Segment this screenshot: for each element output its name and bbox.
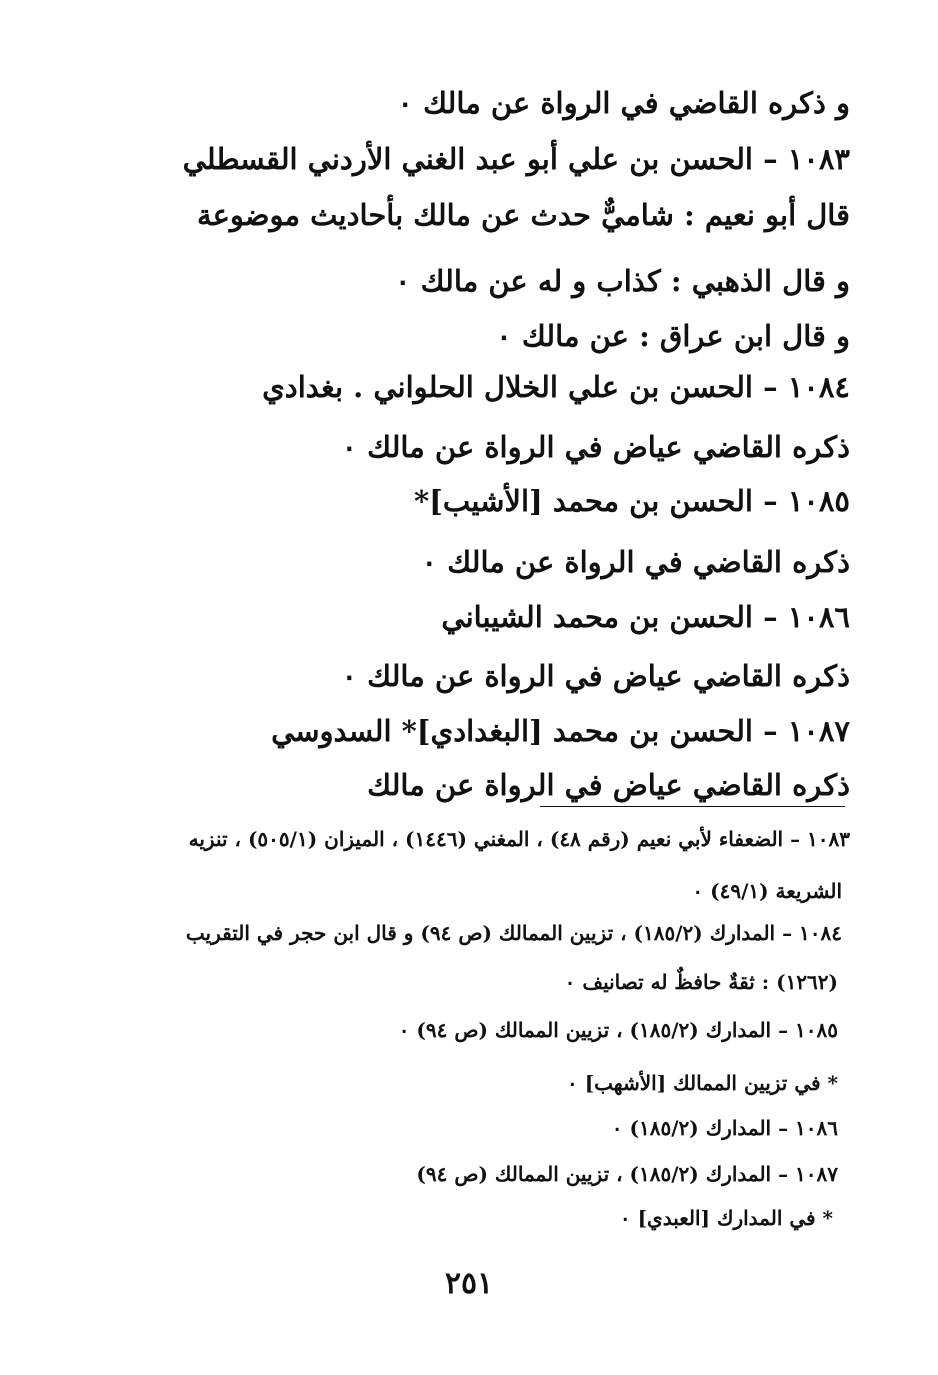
main-text-line: ذكره القاضي عياض في الرواة عن مالك ٠ bbox=[341, 430, 850, 464]
footnote-line: (١٢٦٢) : ثقةٌ حافظٌ له تصانيف ٠ bbox=[564, 970, 838, 994]
footnote-divider bbox=[540, 806, 845, 807]
main-text-line: ذكره القاضي عياض في الرواة عن مالك ٠ bbox=[341, 659, 850, 693]
footnote-line: ١٠٨٣ – الضعفاء لأبي نعيم (رقم ٤٨) ، المغني (١٤٤٦) ، الميزان (٥٠٥/١) ، تنزيه bbox=[188, 827, 850, 851]
main-text-line: ذكره القاضي عياض في الرواة عن مالك bbox=[367, 768, 850, 802]
main-text-line: و قال الذهبي : كذاب و له عن مالك ٠ bbox=[394, 264, 850, 298]
main-text-line: و ذكره القاضي في الرواة عن مالك ٠ bbox=[397, 86, 850, 120]
page-number: ٢٥١ bbox=[444, 1266, 494, 1301]
footnote-line: ١٠٨٥ – المدارك (١٨٥/٢) ، تزيين الممالك (ص ٩٤) ٠ bbox=[398, 1018, 838, 1042]
footnote-line: * في المدارك [العبدي] ٠ bbox=[619, 1206, 833, 1230]
entry-heading-1085: ١٠٨٥ – الحسن بن محمد [الأشيب]* bbox=[414, 484, 850, 518]
main-text-line: قال أبو نعيم : شاميٌّ حدث عن مالك بأحاديث موضوعة bbox=[197, 198, 850, 232]
entry-heading-1083: ١٠٨٣ – الحسن بن علي أبو عبد الغني الأردني القسطلي bbox=[182, 142, 850, 176]
main-text-line: ذكره القاضي في الرواة عن مالك ٠ bbox=[421, 545, 850, 579]
footnote-line: الشريعة (٤٩/١) ٠ bbox=[692, 879, 842, 903]
footnote-line: ١٠٨٦ – المدارك (١٨٥/٢) ٠ bbox=[611, 1116, 838, 1140]
footnote-line: ١٠٨٤ – المدارك (١٨٥/٢) ، تزيين الممالك (ص ٩٤) و قال ابن حجر في التقريب bbox=[185, 921, 842, 945]
entry-heading-1084: ١٠٨٤ – الحسن بن علي الخلال الحلواني . بغدادي bbox=[262, 370, 850, 404]
entry-heading-1087: ١٠٨٧ – الحسن بن محمد [البغدادي]* السدوسي bbox=[271, 714, 850, 748]
footnote-line: * في تزيين الممالك [الأشهب] ٠ bbox=[566, 1071, 838, 1095]
main-text-line: و قال ابن عراق : عن مالك ٠ bbox=[496, 319, 850, 353]
footnote-line: ١٠٨٧ – المدارك (١٨٥/٢) ، تزيين الممالك (ص ٩٤) bbox=[416, 1162, 838, 1186]
entry-heading-1086: ١٠٨٦ – الحسن بن محمد الشيباني bbox=[441, 600, 850, 634]
